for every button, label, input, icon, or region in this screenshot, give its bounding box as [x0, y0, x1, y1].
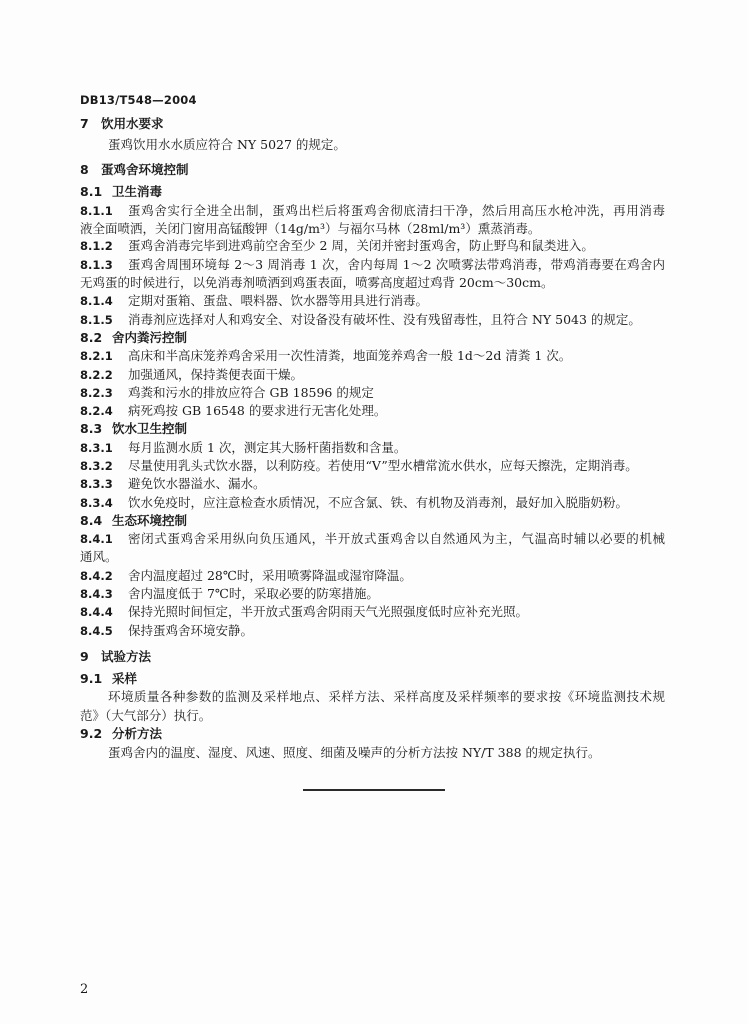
clause-8-1-3: [80, 256, 665, 274]
clause-text: 保持蛋鸡舍环境安静。: [128, 623, 254, 638]
section-number: 9: [80, 649, 89, 664]
clause-text: 密闭式蛋鸡舍采用纵向负压通风，半开放式蛋鸡舍以自然通风为主，气温高时辅以必要的机械: [128, 531, 665, 546]
subsection-8-3-heading: [80, 420, 665, 438]
clause-text: 蛋鸡舍周围环境每 2～3 周消毒 1 次，舍内每周 1～2 次喷雾法带鸡消毒，带鸡消毒要在鸡舍内: [128, 257, 665, 272]
subsection-8-2-heading: [80, 329, 665, 347]
clause-text: 高床和半高床笼养鸡舍采用一次性清粪，地面笼养鸡舍一般 1d～2d 清粪 1 次。: [128, 348, 572, 363]
clause-text: 蛋鸡舍实行全进全出制，蛋鸡出栏后将蛋鸡舍彻底清扫干净，然后用高压水枪冲洗，再用消毒: [128, 203, 665, 218]
clause-8-2-3: [80, 384, 665, 402]
section-title: 试验方法: [101, 649, 152, 664]
clause-number: 8.2.1: [80, 349, 113, 363]
clause-text: 加强通风，保持粪便表面干燥。: [128, 367, 304, 382]
subsection-number: 9.1: [80, 671, 103, 686]
clause-8-3-3: [80, 475, 665, 493]
clause-text: 舍内温度低于 7℃时，采取必要的防寒措施。: [128, 586, 379, 601]
clause-8-1-5: [80, 311, 665, 329]
subsection-number: 8.3: [80, 421, 103, 436]
clause-8-1-1-continuation: 液全面喷洒，关闭门窗用高锰酸钾（14g/m³）与福尔马林（28ml/m³）熏蒸消毒。: [80, 221, 541, 236]
subsection-8-1-heading: [80, 183, 665, 201]
section-8-heading: [80, 161, 665, 179]
clause-text: 病死鸡按 GB 16548 的要求进行无害化处理。: [128, 403, 387, 418]
section-title: 蛋鸡舍环境控制: [101, 162, 189, 177]
clause-8-4-2: [80, 567, 665, 585]
clause-text: 避免饮水器溢水、漏水。: [128, 476, 266, 491]
subsection-number: 8.2: [80, 330, 103, 345]
clause-number: 8.1.3: [80, 258, 113, 272]
subsection-title: 生态环境控制: [112, 513, 188, 528]
clause-number: 8.2.3: [80, 386, 113, 400]
section-7-heading: [80, 115, 665, 133]
clause-text: 消毒剂应选择对人和鸡安全、对设备没有破坏性、没有残留毒性，且符合 NY 5043 的规定。: [128, 312, 641, 327]
page-number: 2: [80, 982, 89, 997]
clause-8-4-4: [80, 603, 665, 621]
subsection-9-1-body-continuation: 范》（大气部分）执行。: [80, 708, 212, 723]
clause-text: 舍内温度超过 28℃时，采用喷雾降温或湿帘降温。: [128, 568, 412, 583]
clause-text: 鸡粪和污水的排放应符合 GB 18596 的规定: [128, 385, 374, 400]
clause-number: 8.2.4: [80, 404, 113, 418]
subsection-number: 8.1: [80, 184, 103, 199]
clause-8-2-4: [80, 402, 665, 420]
clause-text: 保持光照时间恒定，半开放式蛋鸡舍阴雨天气光照强度低时应补充光照。: [128, 604, 529, 619]
clause-number: 8.4.5: [80, 624, 113, 638]
subsection-number: 8.4: [80, 513, 103, 528]
clause-8-1-3-continuation: 无鸡蛋的时候进行，以免消毒剂喷洒到鸡蛋表面，喷雾高度超过鸡背 20cm～30cm。: [80, 275, 554, 290]
clause-text: 尽量使用乳头式饮水器，以利防疫。若使用“V”型水槽常流水供水，应每天擦洗，定期消毒。: [128, 458, 638, 473]
subsection-title: 饮水卫生控制: [112, 421, 188, 436]
clause-8-2-2: [80, 366, 665, 384]
section-number: 8: [80, 162, 89, 177]
section-7-body: 蛋鸡饮用水水质应符合 NY 5027 的规定。: [108, 137, 346, 152]
clause-8-1-2: [80, 237, 665, 255]
clause-number: 8.1.2: [80, 239, 113, 253]
subsection-9-2-body: 蛋鸡舍内的温度、湿度、风速、照度、细菌及噪声的分析方法按 NY/T 388 的规定执行。: [108, 745, 601, 760]
clause-8-2-1: [80, 347, 665, 365]
clause-8-4-5: [80, 622, 665, 640]
clause-8-4-1-continuation: 通风。: [80, 549, 118, 564]
section-title: 饮用水要求: [101, 116, 164, 131]
subsection-title: 分析方法: [112, 726, 163, 741]
clause-text: 饮水免疫时，应注意检查水质情况，不应含氯、铁、有机物及消毒剂，最好加入脱脂奶粉。: [128, 495, 629, 510]
clause-number: 8.3.3: [80, 477, 113, 491]
subsection-8-4-heading: [80, 512, 665, 530]
clause-8-3-2: [80, 457, 665, 475]
subsection-title: 舍内粪污控制: [112, 330, 188, 345]
subsection-9-1-body: 环境质量各种参数的监测及采样地点、采样方法、采样高度及采样频率的要求按《环境监测技术规: [108, 689, 665, 704]
subsection-number: 9.2: [80, 726, 103, 741]
section-9-heading: [80, 648, 665, 666]
clause-number: 8.3.2: [80, 459, 113, 473]
clause-text: 蛋鸡舍消毒完毕到进鸡前空舍至少 2 周，关闭并密封蛋鸡舍，防止野鸟和鼠类进入。: [128, 238, 594, 253]
clause-number: 8.1.5: [80, 313, 113, 327]
subsection-9-1-heading: [80, 670, 665, 688]
clause-number: 8.4.1: [80, 532, 113, 546]
clause-number: 8.1.1: [80, 204, 113, 218]
clause-text: 定期对蛋箱、蛋盘、喂料器、饮水器等用具进行消毒。: [128, 293, 429, 308]
end-of-standard-rule: [303, 789, 445, 791]
clause-8-1-4: [80, 292, 665, 310]
clause-number: 8.2.2: [80, 368, 113, 382]
section-number: 7: [80, 116, 89, 131]
clause-8-4-1: [80, 530, 665, 548]
clause-text: 每月监测水质 1 次，测定其大肠杆菌指数和含量。: [128, 440, 407, 455]
clause-number: 8.3.4: [80, 496, 113, 510]
clause-number: 8.4.3: [80, 587, 113, 601]
subsection-title: 采样: [112, 671, 138, 686]
clause-8-1-1: [80, 202, 665, 220]
subsection-9-2-heading: [80, 725, 665, 743]
clause-8-3-1: [80, 439, 665, 457]
clause-number: 8.4.4: [80, 605, 113, 619]
clause-number: 8.3.1: [80, 441, 113, 455]
subsection-title: 卫生消毒: [112, 184, 163, 199]
clause-number: 8.1.4: [80, 294, 113, 308]
document-code-header: DB13/T548—2004: [80, 93, 197, 107]
clause-number: 8.4.2: [80, 569, 113, 583]
clause-8-4-3: [80, 585, 665, 603]
clause-8-3-4: [80, 494, 665, 512]
